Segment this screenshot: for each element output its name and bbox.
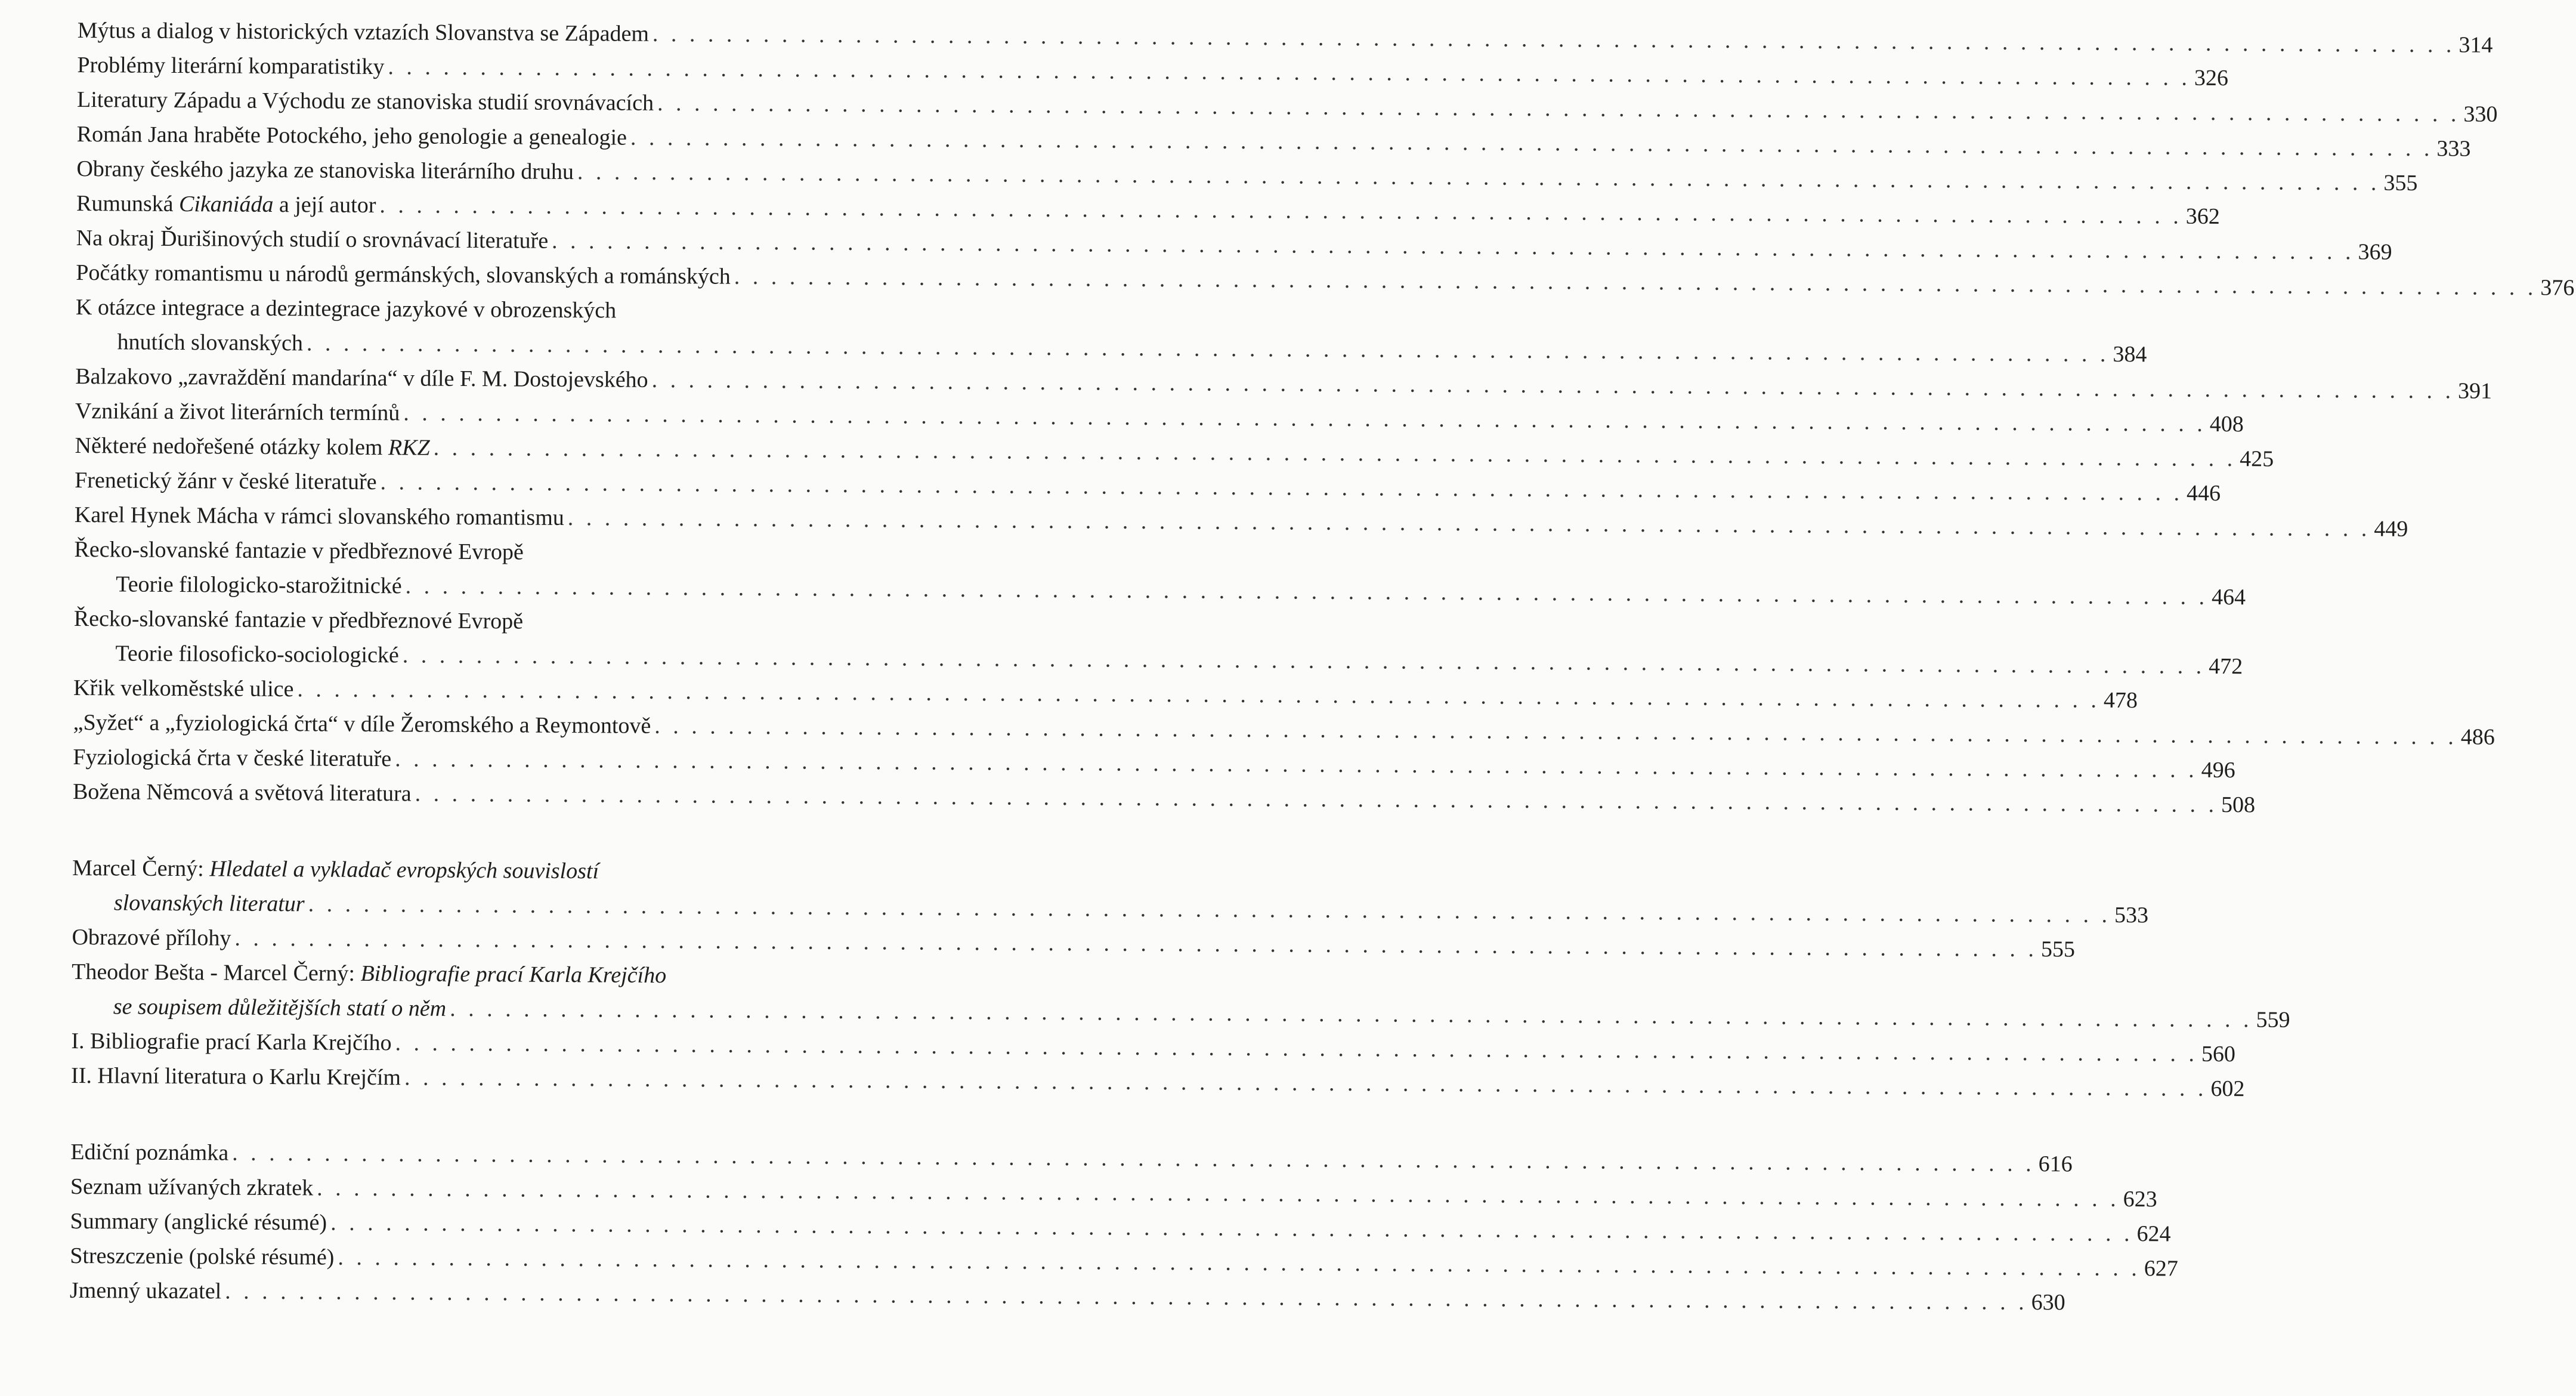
toc-page-number: 508 [2221,792,2256,818]
toc-entry [76,186,2220,229]
title-italic-part: Bibliografie prací Karla Krejčího [360,960,667,989]
toc-entry [74,498,2408,542]
toc-page-number: 326 [2194,65,2229,91]
toc-entry [70,1204,2171,1247]
toc-page-number: 391 [2457,378,2492,404]
toc-entry [72,920,2076,962]
toc-entry-title: Fyziologická črta v české literatuře [73,744,392,772]
toc-entry-title-line2: Teorie filologicko-starožitnické [116,572,402,599]
toc-entry-title: II. Hlavní literatura o Karlu Krejčím [70,1063,401,1091]
title-italic-part: Cikaniáda [178,192,274,218]
toc-entry [76,82,2498,127]
toc-entry-title: Vznikání a život literárních termínů [75,398,400,426]
toc-entry [76,117,2471,162]
toc-page-number: 446 [2186,480,2221,506]
dot-leader: . . . . . . . . . . . . . . . . . . . . . . . . . . . . . . . . . . . . . . . . . . . . . . . . . . . . . . . . . . . . . . . . . . . . . . . . . . . . . . . . . . . . . . . . . . . . . . . . . . [388,54,2191,91]
dot-leader: . . . . . . . . . . . . . . . . . . . . . . . . . . . . . . . . . . . . . . . . . . . . . . . . . . . . . . . . . . . . . . . . . . . . . . . . . . . . . . . . . . . . . . . . . . . . . . . . . . [433,435,2237,472]
dot-leader: . . . . . . . . . . . . . . . . . . . . . . . . . . . . . . . . . . . . . . . . . . . . . . . . . . . . . . . . . . . . . . . . . . . . . . . . . . . . . . . . . . . . . . . . . . . . . . . . . . [338,1244,2141,1281]
dot-leader: . . . . . . . . . . . . . . . . . . . . . . . . . . . . . . . . . . . . . . . . . . . . . . . . . . . . . . . . . . . . . . . . . . . . . . . . . . . . . . . . . . . . . . . . . . . . . . . . . . [234,925,2038,962]
section-gap [71,1093,876,1139]
toc-entry-title [76,186,376,223]
toc-entry [71,1024,2236,1067]
toc-page-number: 369 [2358,239,2392,265]
dot-leader: . . . . . . . . . . . . . . . . . . . . . . . . . . . . . . . . . . . . . . . . . . . . . . . . . . . . . . . . . . . . . . . . . . . . . . . . . . . . . . . . . . . . . . . . . . . . . . . . . . [651,367,2455,404]
title-part: Theodor Bešta - Marcel Černý: [72,959,361,986]
toc-entry-title-line1 [72,955,877,994]
toc-entry [70,1239,2178,1281]
toc-entry-title: Obrany českého jazyka ze stanoviska literárního druhu [76,156,574,185]
dot-leader: . . . . . . . . . . . . . . . . . . . . . . . . . . . . . . . . . . . . . . . . . . . . . . . . . . . . . . . . . . . . . . . . . . . . . . . . . . . . . . . . . . . . . . . . . . . . . . . . . . [577,159,2380,196]
toc-entry-title-line2: hnutích slovanských [117,329,304,356]
toc-page-number: 627 [2144,1256,2178,1281]
toc-entry-title: Mýtus a dialog v historických vztazích Slovanstva se Západem [77,17,650,47]
title-part: a její autor [273,192,376,218]
toc-entry [72,851,2149,928]
dot-leader: . . . . . . . . . . . . . . . . . . . . . . . . . . . . . . . . . . . . . . . . . . . . . . . . . . . . . . . . . . . . . . . . . . . . . . . . . . . . . . . . . . . . . . . . . . . . . . . . . . [405,573,2209,610]
toc-page-number: 533 [2114,902,2149,928]
dot-leader: . . . . . . . . . . . . . . . . . . . . . . . . . . . . . . . . . . . . . . . . . . . . . . . . . . . . . . . . . . . . . . . . . . . . . . . . . . . . . . . . . . . . . . . . . . . . . . . . . . [317,1175,2120,1212]
dot-leader: . . . . . . . . . . . . . . . . . . . . . . . . . . . . . . . . . . . . . . . . . . . . . . . . . . . . . . . . . . . . . . . . . . . . . . . . . . . . . . . . . . . . . . . . . . . . . . . . . . [567,505,2371,542]
toc-page-number: 408 [2209,411,2244,437]
dot-leader: . . . . . . . . . . . . . . . . . . . . . . . . . . . . . . . . . . . . . . . . . . . . . . . . . . . . . . . . . . . . . . . . . . . . . . . . . . . . . . . . . . . . . . . . . . . . . . . . . . [395,746,2198,783]
toc-entry [72,955,2290,1033]
toc-entry [75,463,2221,506]
toc-entry [73,671,2138,714]
toc-page-number: 616 [2038,1151,2073,1177]
toc-page-number: 472 [2209,653,2243,680]
toc-entry [77,48,2229,91]
toc-page-number: 449 [2374,516,2408,542]
toc-entry-title: Obrazové přílohy [72,924,231,951]
toc-entry-title: Román Jana hraběte Potockého, jeho genologie a genealogie [76,121,627,150]
toc-entry-title-line1: Řecko-slovanské fantazie v předbřeznové Evropě [73,606,524,634]
toc-page-number: 560 [2201,1041,2236,1067]
dot-leader: . . . . . . . . . . . . . . . . . . . . . . . . . . . . . . . . . . . . . . . . . . . . . . . . . . . . . . . . . . . . . . . . . . . . . . . . . . . . . . . . . . . . . . . . . . . . . . . . . . [415,781,2218,817]
toc-page-number: 623 [2123,1186,2157,1212]
toc-entry [73,601,2243,680]
toc-entry-title-line1: K otázce integrace a dezintegrace jazykové v obrozenských [75,294,617,323]
toc-entry [75,290,2147,367]
dot-leader: . . . . . . . . . . . . . . . . . . . . . . . . . . . . . . . . . . . . . . . . . . . . . . . . . . . . . . . . . . . . . . . . . . . . . . . . . . . . . . . . . . . . . . . . . . . . . . . . . . [308,891,2111,928]
table-of-contents [69,13,2575,1315]
toc-page-number: 464 [2212,584,2246,610]
toc-entry [76,152,2418,196]
toc-entry [77,13,2493,58]
toc-entry [76,255,2575,301]
dot-leader: . . . . . . . . . . . . . . . . . . . . . . . . . . . . . . . . . . . . . . . . . . . . . . . . . . . . . . . . . . . . . . . . . . . . . . . . . . . . . . . . . . . . . . . . . . . . . . . . . . [552,228,2355,265]
title-italic-part: Hledatel a vykladač evropských souvislostí [209,856,599,884]
dot-leader: . . . . . . . . . . . . . . . . . . . . . . . . . . . . . . . . . . . . . . . . . . . . . . . . . . . . . . . . . . . . . . . . . . . . . . . . . . . . . . . . . . . . . . . . . . . . . . . . . . [225,1278,2028,1315]
dot-leader: . . . . . . . . . . . . . . . . . . . . . . . . . . . . . . . . . . . . . . . . . . . . . . . . . . . . . . . . . . . . . . . . . . . . . . . . . . . . . . . . . . . . . . . . . . . . . . . . . . [306,331,2110,367]
toc-entry-title: Frenetický žánr v české literatuře [75,467,377,495]
toc-entry [70,1135,2073,1177]
toc-entry-title: Streszczenie (polské résumé) [70,1243,335,1270]
toc-entry [75,394,2244,437]
toc-entry-title: Jmenný ukazatel [69,1277,222,1304]
toc-page-number: 496 [2201,757,2235,783]
toc-page-number: 384 [2113,341,2147,367]
dot-leader: . . . . . . . . . . . . . . . . . . . . . . . . . . . . . . . . . . . . . . . . . . . . . . . . . . . . . . . . . . . . . . . . . . . . . . . . . . . . . . . . . . . . . . . . . . . . . . . . . . [652,21,2456,58]
dot-leader: . . . . . . . . . . . . . . . . . . . . . . . . . . . . . . . . . . . . . . . . . . . . . . . . . . . . . . . . . . . . . . . . . . . . . . . . . . . . . . . . . . . . . . . . . . . . . . . . . . [734,264,2537,301]
toc-page-number: 330 [2463,101,2498,127]
title-part: Marcel Černý: [72,855,210,882]
toc-entry [70,1058,2245,1102]
toc-entry-title: Problémy literární komparatistiky [77,52,385,80]
toc-page-number: 555 [2040,937,2076,962]
toc-entry-title: Seznam užívaných zkratek [70,1173,314,1201]
toc-entry-title: Summary (anglické résumé) [70,1208,327,1236]
section-gap [72,809,877,855]
toc-page-number: 362 [2185,203,2220,229]
dot-leader: . . . . . . . . . . . . . . . . . . . . . . . . . . . . . . . . . . . . . . . . . . . . . . . . . . . . . . . . . . . . . . . . . . . . . . . . . . . . . . . . . . . . . . . . . . . . . . . . . . [404,1065,2207,1101]
dot-leader: . . . . . . . . . . . . . . . . . . . . . . . . . . . . . . . . . . . . . . . . . . . . . . . . . . . . . . . . . . . . . . . . . . . . . . . . . . . . . . . . . . . . . . . . . . . . . . . . . . [450,996,2253,1033]
title-italic-part: RKZ [388,435,430,461]
dot-leader: . . . . . . . . . . . . . . . . . . . . . . . . . . . . . . . . . . . . . . . . . . . . . . . . . . . . . . . . . . . . . . . . . . . . . . . . . . . . . . . . . . . . . . . . . . . . . . . . . . [379,193,2182,229]
toc-page-number: 630 [2031,1290,2065,1315]
toc-entry [74,532,2246,610]
dot-leader: . . . . . . . . . . . . . . . . . . . . . . . . . . . . . . . . . . . . . . . . . . . . . . . . . . . . . . . . . . . . . . . . . . . . . . . . . . . . . . . . . . . . . . . . . . . . . . . . . . [657,90,2460,127]
toc-entry [72,774,2256,818]
title-part: Rumunská [76,190,180,217]
toc-page-number: 376 [2540,275,2575,301]
toc-entry-title: Počátky romantismu u národů germánských, slovanských a románských [76,260,731,289]
toc-entry-title: „Syžet“ a „fyziologická črta“ v díle Žeromského a Reymontově [73,709,651,739]
dot-leader: . . . . . . . . . . . . . . . . . . . . . . . . . . . . . . . . . . . . . . . . . . . . . . . . . . . . . . . . . . . . . . . . . . . . . . . . . . . . . . . . . . . . . . . . . . . . . . . . . . [297,677,2101,713]
dot-leader: . . . . . . . . . . . . . . . . . . . . . . . . . . . . . . . . . . . . . . . . . . . . . . . . . . . . . . . . . . . . . . . . . . . . . . . . . . . . . . . . . . . . . . . . . . . . . . . . . . [630,125,2433,162]
toc-entry [73,740,2235,783]
toc-entry [69,1273,2065,1315]
dot-leader: . . . . . . . . . . . . . . . . . . . . . . . . . . . . . . . . . . . . . . . . . . . . . . . . . . . . . . . . . . . . . . . . . . . . . . . . . . . . . . . . . . . . . . . . . . . . . . . . . . [395,1030,2198,1067]
toc-entry [75,359,2492,404]
toc-entry-title: Božena Němcová a světová literatura [72,779,412,807]
dot-leader: . . . . . . . . . . . . . . . . . . . . . . . . . . . . . . . . . . . . . . . . . . . . . . . . . . . . . . . . . . . . . . . . . . . . . . . . . . . . . . . . . . . . . . . . . . . . . . . . . . [232,1140,2035,1177]
toc-page-number: 602 [2210,1076,2245,1102]
toc-entry [70,1169,2157,1212]
toc-entry [75,428,2274,472]
dot-leader: . . . . . . . . . . . . . . . . . . . . . . . . . . . . . . . . . . . . . . . . . . . . . . . . . . . . . . . . . . . . . . . . . . . . . . . . . . . . . . . . . . . . . . . . . . . . . . . . . . [330,1210,2133,1247]
toc-entry-title [75,428,429,465]
toc-entry-title-line1: Řecko-slovanské fantazie v předbřeznové Evropě [74,536,524,565]
toc-page-number: 559 [2256,1007,2290,1033]
toc-entry-title-line2: se soupisem důležitějších statí o něm [113,994,447,1021]
toc-entry-title-line1 [72,851,877,890]
toc-entry-title-line2: slovanských literatur [113,890,305,917]
toc-entry-title: Křik velkoměstské ulice [73,675,294,702]
toc-page-number: 478 [2103,687,2138,714]
toc-entry-title: Na okraj Ďurišinových studií o srovnávací literatuře [76,225,549,254]
toc-entry-title-line2: Teorie filosoficko-sociologické [115,641,399,668]
dot-leader: . . . . . . . . . . . . . . . . . . . . . . . . . . . . . . . . . . . . . . . . . . . . . . . . . . . . . . . . . . . . . . . . . . . . . . . . . . . . . . . . . . . . . . . . . . . . . . . . . . [380,470,2184,506]
toc-page-number: 486 [2460,724,2495,750]
toc-entry-title: Balzakovo „zavraždění mandarína“ v díle F. M. Dostojevského [75,363,648,393]
toc-page-number: 425 [2240,446,2274,472]
dot-leader: . . . . . . . . . . . . . . . . . . . . . . . . . . . . . . . . . . . . . . . . . . . . . . . . . . . . . . . . . . . . . . . . . . . . . . . . . . . . . . . . . . . . . . . . . . . . . . . . . . [403,400,2206,437]
toc-page-number: 333 [2436,136,2471,162]
toc-entry-title: Karel Hynek Mácha v rámci slovanského romantismu [74,502,564,530]
toc-entry-title: I. Bibliografie prací Karla Krejčího [71,1028,392,1056]
toc-entry-title: Ediční poznámka [70,1139,229,1166]
toc-page-number: 355 [2383,170,2418,196]
toc-page-number: 314 [2459,32,2493,58]
title-part: Některé nedořešené otázky kolem [75,433,389,461]
toc-page-number: 624 [2136,1221,2171,1247]
toc-entry-title: Literatury Západu a Východu ze stanoviska studií srovnávacích [76,87,654,116]
toc-entry [73,705,2495,750]
toc-entry [76,221,2392,265]
dot-leader: . . . . . . . . . . . . . . . . . . . . . . . . . . . . . . . . . . . . . . . . . . . . . . . . . . . . . . . . . . . . . . . . . . . . . . . . . . . . . . . . . . . . . . . . . . . . . . . . . . [402,643,2206,679]
dot-leader: . . . . . . . . . . . . . . . . . . . . . . . . . . . . . . . . . . . . . . . . . . . . . . . . . . . . . . . . . . . . . . . . . . . . . . . . . . . . . . . . . . . . . . . . . . . . . . . . . . [654,713,2457,750]
